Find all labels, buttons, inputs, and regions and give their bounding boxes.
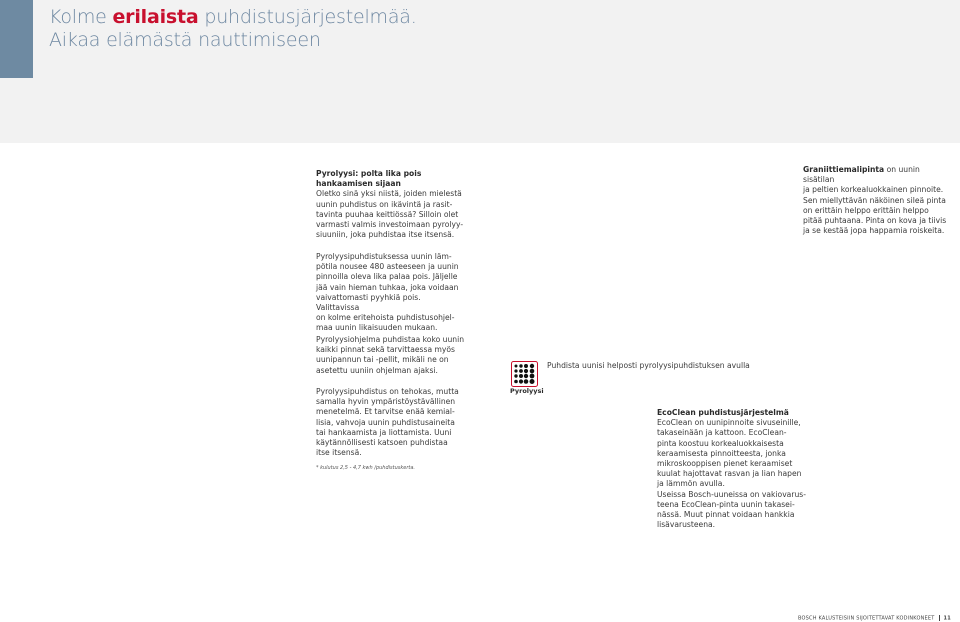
granite-body: on uunin sisätilan ja peltien korkealuokkainen pinnoite. Sen miellyttävän näköinen sileä pinta on erittäin helppo erittäin helppo pitää puhtaana. Pinta on kova ja tiivis ja se kestää jopa happamia roiskeita. <box>803 165 947 236</box>
pyrolysis-heading: Pyrolyysi: polta lika pois hankaamisen sijaan <box>316 169 422 189</box>
page-title <box>49 6 417 51</box>
granite-enamel-text <box>803 165 953 236</box>
title-accent: erilaista <box>112 6 199 28</box>
pyrolysis-icon-label: Pyrolyysi <box>510 387 544 395</box>
pyrolysis-paragraph-4: Pyrolyysipuhdistus on tehokas, mutta samalla hyvin ympäristöystävällinen menetelmä. Et tarvitse enää kemial- lisia, vahvoja uunin puhdistusaineita tai hankaamista ja liottamista. Uuni käytännöllisesti katsoen puhdistaa itse itsensä. <box>316 387 459 458</box>
footer-separator <box>939 615 940 621</box>
pyrolysis-intro-body: Oletko sinä yksi niistä, joiden mielestä uunin puhdistus on ikävintä ja rasit- tavinta puuhaa keittiössä? Silloin olet varmasti valmis investoimaan pyrolyy- siuuniin, joka puhdistaa itse itsensä. <box>316 189 464 240</box>
page-number: 11 <box>943 615 951 622</box>
pyrolysis-paragraph-3: Pyrolyysiohjelma puhdistaa koko uunin kaikki pinnat sekä tarvittaessa myös uunipannun tai -pellit, mikäli ne on asetettu uuniin ohjelman ajaksi. <box>316 335 465 375</box>
footnote: * kulutus 2,5 - 4,7 kwh /puhdistuskerta. <box>316 465 415 471</box>
footer-text: BOSCH KALUSTEISIIN SIJOITETTAVAT KODINKONEET <box>798 615 935 622</box>
granite-heading: Graniittiemalipinta <box>803 165 885 174</box>
title-part1: Kolme <box>49 6 113 28</box>
title-part2: puhdistusjärjestelmää. <box>198 6 417 28</box>
ecoclean-heading: EcoClean puhdistusjärjestelmä <box>657 408 789 417</box>
pyrolysis-intro <box>316 169 466 240</box>
side-color-bar <box>0 0 33 78</box>
title-line2: Aikaa elämästä nauttimiseen <box>49 28 321 51</box>
ecoclean-body: EcoClean on uunipinnoite sivuseinille, takaseinään ja kattoon. EcoClean- pinta koostuu korkealuokkaisesta keraamisesta pinnoitteesta, jonka mikroskooppisen pienet keraamiset kuulat hajottavat rasvan ja lian hapen ja lämmön avulla. Useissa Bosch-uuneissa on vakiovarus- teena EcoClean-pinta uunin takasei- nässä. Muut pinnat voidaan hankkia lisävarusteena. <box>657 418 806 530</box>
ecoclean-section <box>657 408 807 530</box>
pyrolysis-icon <box>511 361 538 387</box>
pyrolysis-paragraph-2: Pyrolyysipuhdistuksessa uunin läm- pötila nousee 480 asteeseen ja uunin pinnoilla oleva lika palaa pois. Jäljelle jää vain hieman tuhkaa, joka voidaan vaivattomasti pyyhkiä pois. Valittavissa on kolme eritehoista puhdistusohjel- maa uunin likaisuuden mukaan. <box>316 252 459 333</box>
pyrolysis-caption: Puhdista uunisi helposti pyrolyysipuhdistuksen avulla <box>547 361 750 370</box>
